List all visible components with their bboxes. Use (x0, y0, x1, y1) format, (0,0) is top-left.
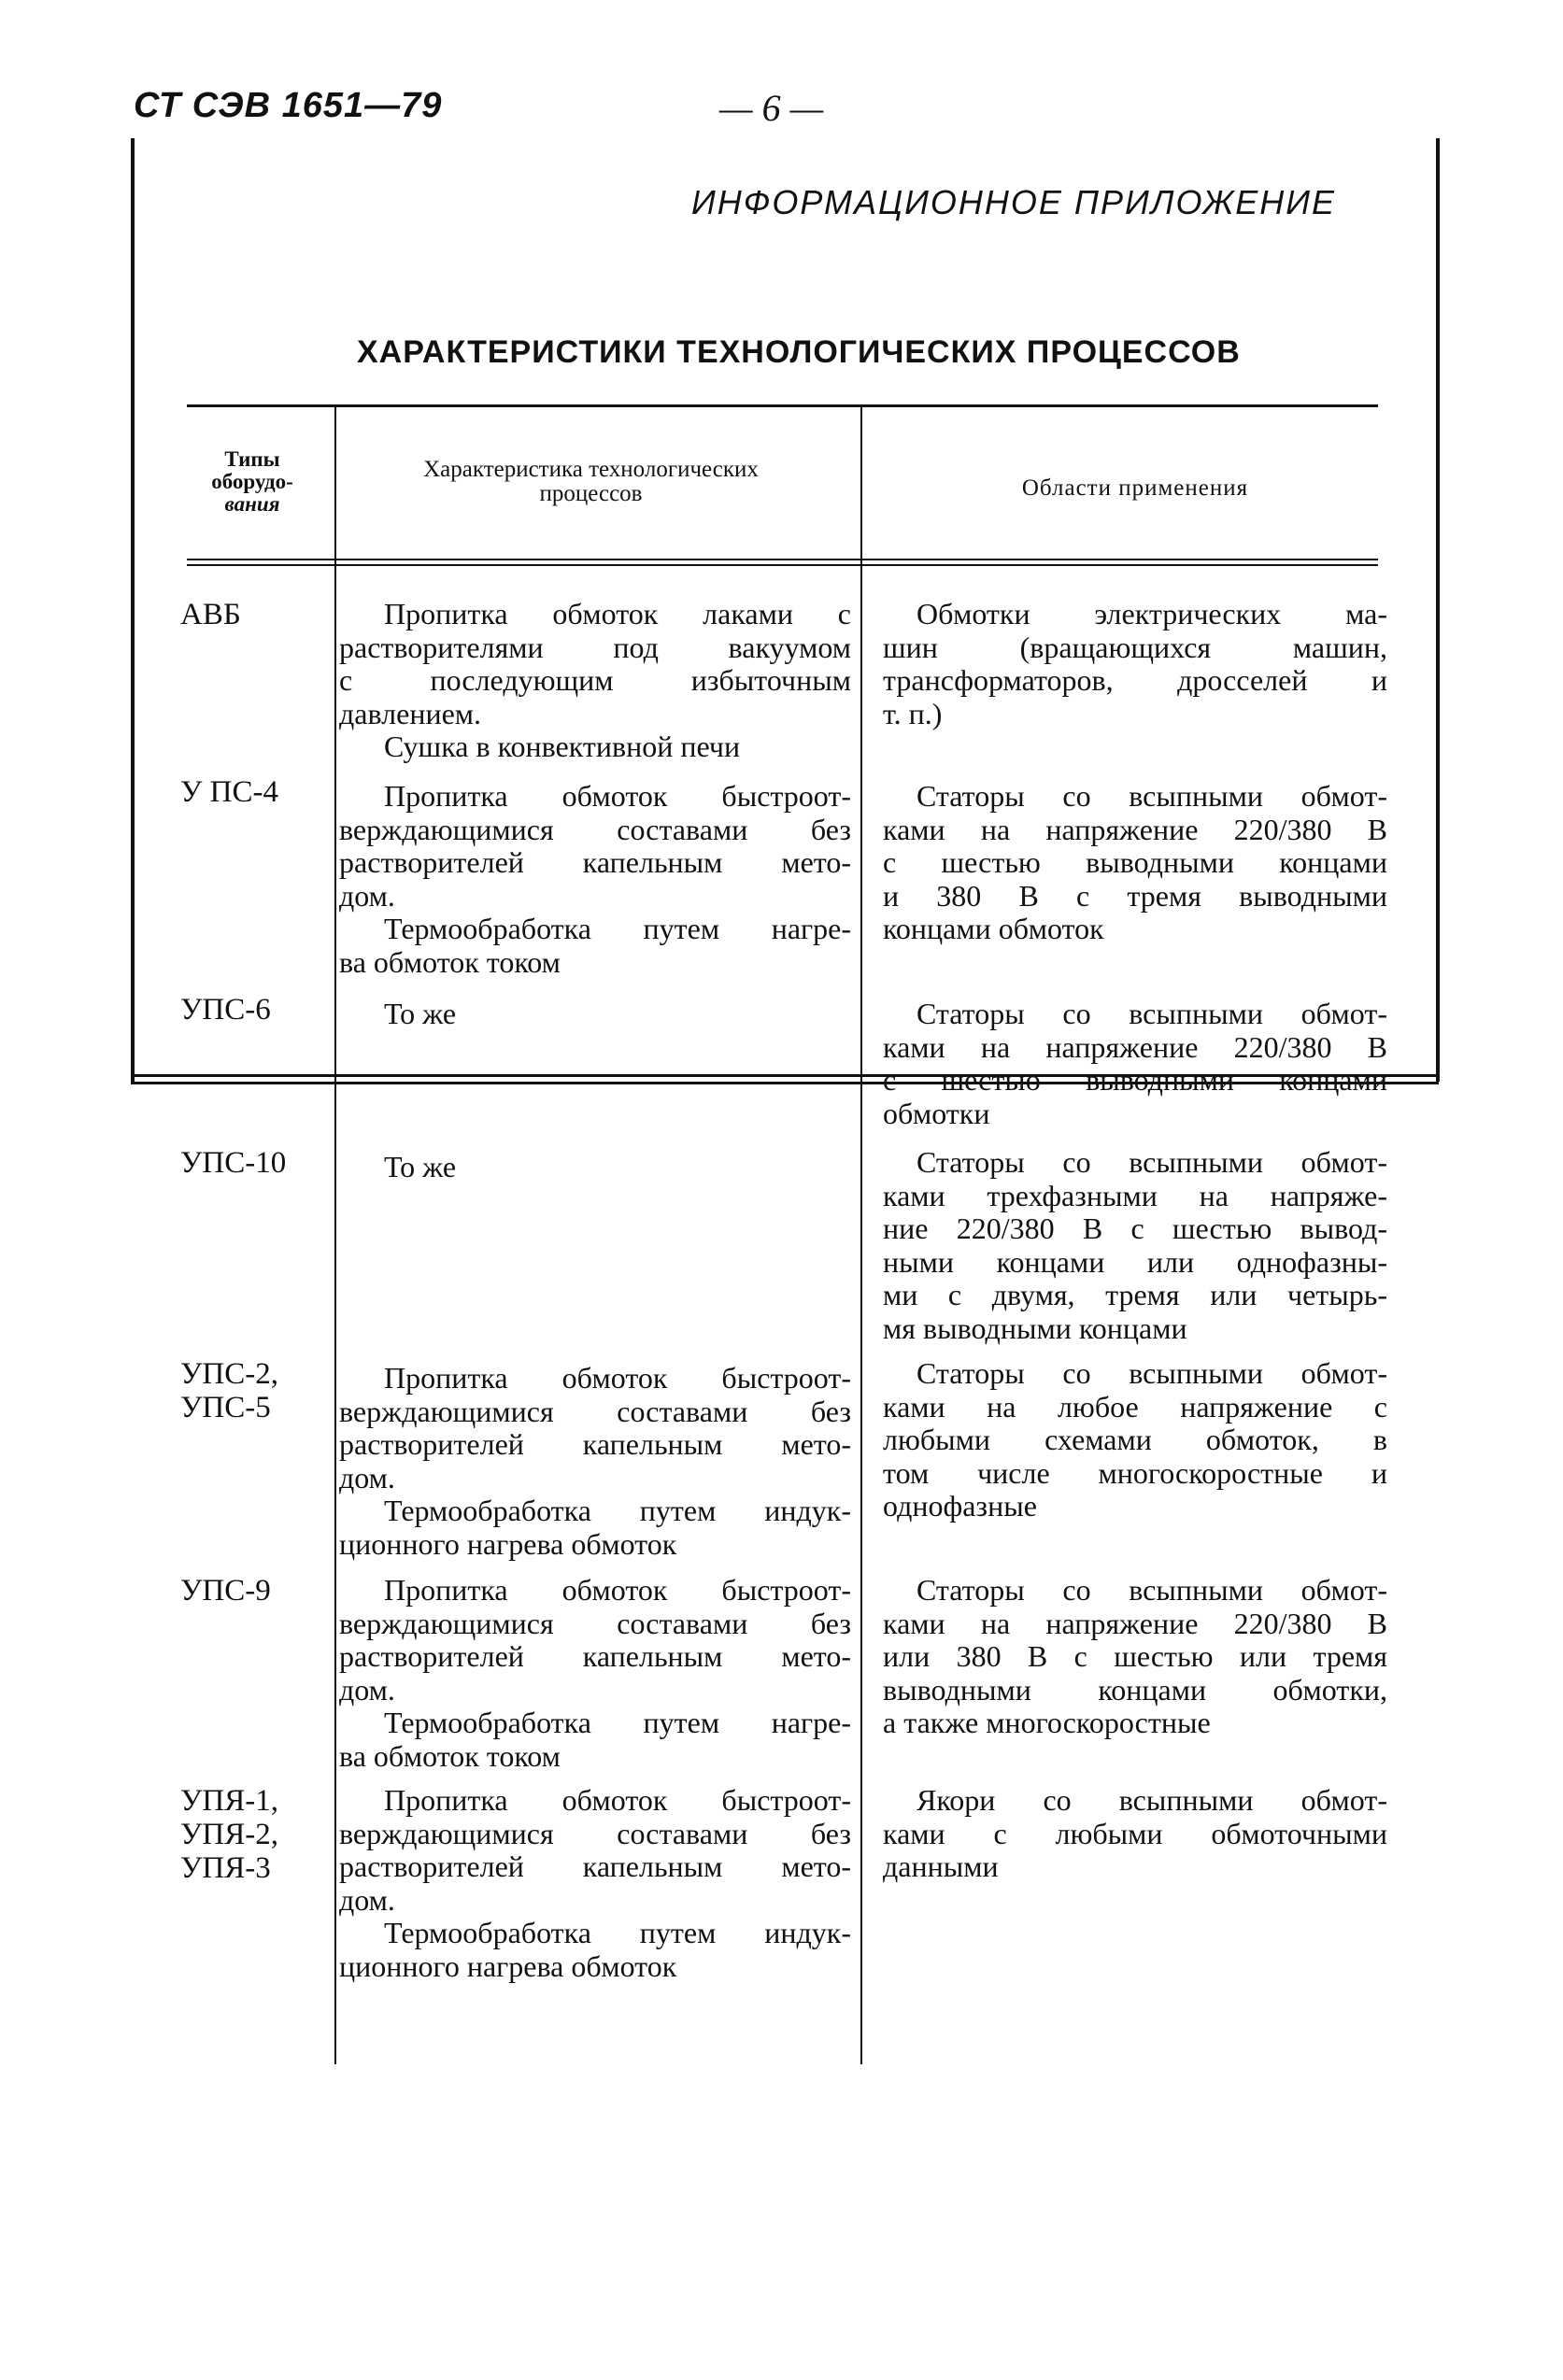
application-area-cell (883, 780, 1387, 946)
equipment-type-cell-line: АВБ (180, 598, 241, 631)
appendix-title: ИНФОРМАЦИОННОЕ ПРИЛОЖЕНИЕ (691, 183, 1337, 221)
process-description-cell-line: растворителей капельным мето- (339, 1639, 851, 1673)
equipment-type-cell (180, 1146, 286, 1180)
application-area-cell-line: Статоры со всыпными обмот- (916, 1145, 1387, 1179)
process-description-cell (339, 1362, 851, 1561)
application-area-cell-line: любыми схемами обмоток, в (883, 1423, 1387, 1456)
equipment-type-cell-line: УПС-5 (180, 1391, 271, 1424)
process-description-cell-line: Термообработка путем индук- (384, 1494, 851, 1527)
header-line: Характеристика технологических (423, 457, 759, 482)
process-description-cell-line: растворителей капельным мето- (339, 845, 851, 879)
equipment-type-cell (180, 598, 241, 631)
application-area-cell-line: Обмотки электрических ма- (916, 597, 1387, 630)
header-line: вания (224, 492, 280, 517)
page-number: — 6 — (719, 87, 824, 129)
table-header-rule (187, 559, 1378, 560)
application-area-cell (883, 1357, 1387, 1523)
process-description-cell-line: ционного нагрева обмоток (339, 1526, 677, 1561)
equipment-type-cell (180, 1357, 278, 1424)
application-area-cell-line: ками на напряжение 220/380 В (883, 1606, 1387, 1640)
process-description-cell (339, 598, 851, 764)
equipment-type-cell-line: УПС-9 (180, 1574, 271, 1608)
process-description-cell-line: Термообработка путем индук- (384, 1916, 851, 1949)
application-area-cell-line: Статоры со всыпными обмот- (916, 779, 1387, 813)
application-area-cell-line: с шестью выводными концами (883, 1063, 1387, 1097)
application-area-cell-line: мя выводными концами (883, 1310, 1187, 1345)
process-description-cell-line: То же (384, 997, 457, 1030)
application-area-cell-line: т. п.) (883, 696, 943, 730)
application-area-cell (883, 598, 1387, 730)
equipment-type-cell-line: УПС-10 (180, 1146, 287, 1180)
application-area-cell (883, 1784, 1387, 1884)
application-area-cell-line: или 380 В с шестью или тремя (883, 1639, 1387, 1673)
process-description-cell (339, 780, 851, 979)
column-header-equipment-type (187, 448, 318, 516)
equipment-type-cell-line: УПЯ-1, (180, 1784, 278, 1818)
table-header-rule-2 (187, 564, 1378, 566)
process-description-cell-line: Пропитка обмоток быстроот- (384, 1573, 851, 1607)
application-area-cell-line: ками на напряжение 220/380 В (883, 812, 1387, 846)
process-description-cell-line: растворителей капельным мето- (339, 1849, 851, 1883)
application-area-cell-line: ками на напряжение 220/380 В (883, 1029, 1387, 1064)
process-description-cell-line: Пропитка обмоток быстроот- (384, 779, 851, 813)
process-description-cell-line: Сушка в конвективной печи (384, 730, 741, 763)
application-area-cell-line: данными (883, 1849, 999, 1883)
application-area-cell-line: том числе многоскоростные и (883, 1455, 1387, 1490)
equipment-type-cell (180, 775, 278, 809)
application-area-cell-line: ние 220/380 В с шестью вывод- (883, 1211, 1387, 1245)
process-description-cell-line: верждающимися составами без (339, 812, 851, 846)
equipment-type-cell-line: УПЯ-2, (180, 1818, 278, 1851)
process-description-cell-line: давлением. (339, 696, 482, 730)
application-area-cell-line: однофазные (883, 1489, 1037, 1523)
application-area-cell-line: ными концами или однофазны- (883, 1244, 1387, 1279)
process-description-cell-line: ва обмоток током (339, 1738, 561, 1773)
application-area-cell-line: Статоры со всыпными обмот- (916, 1356, 1387, 1390)
application-area-cell-line: обмотки (883, 1096, 990, 1130)
header-line: Типы (224, 447, 280, 471)
process-description-cell-line: Пропитка обмоток быстроот- (384, 1361, 851, 1395)
header-line: оборудо- (211, 470, 293, 494)
process-description-cell-line: растворителей капельным мето- (339, 1427, 851, 1461)
table-title: ХАРАКТЕРИСТИКИ ТЕХНОЛОГИЧЕСКИХ ПРОЦЕССОВ (357, 334, 1241, 370)
process-description-cell (339, 1151, 851, 1184)
process-description-cell-line: верждающимися составами без (339, 1394, 851, 1428)
process-description-cell-line: Пропитка обмоток лаками с (384, 597, 851, 630)
equipment-type-cell-line: УПС-2, (180, 1357, 278, 1391)
process-description-cell (339, 1784, 851, 1983)
process-description-cell-line: с последующим избыточным (339, 663, 851, 697)
application-area-cell-line: ками на любое напряжение с (883, 1389, 1387, 1424)
process-description-cell-line: верждающимися составами без (339, 1816, 851, 1850)
application-area-cell-line: а также многоскоростные (883, 1706, 1211, 1739)
application-area-cell (883, 998, 1387, 1130)
column-divider-2 (860, 406, 862, 2064)
application-area-cell-line: ками с любыми обмоточными (883, 1816, 1387, 1850)
equipment-type-cell-line: УПЯ-3 (180, 1851, 271, 1885)
application-area-cell-line: Якори со всыпными обмот- (916, 1783, 1387, 1817)
process-description-cell-line: Пропитка обмоток быстроот- (384, 1783, 851, 1817)
application-area-cell-line: Статоры со всыпными обмот- (916, 1573, 1387, 1607)
equipment-type-cell (180, 1574, 271, 1608)
process-description-cell-line: дом. (339, 1882, 395, 1917)
application-area-cell-line: шин (вращающихся машин, (883, 630, 1387, 664)
equipment-type-cell (180, 993, 271, 1027)
process-description-cell-line: дом. (339, 1672, 395, 1707)
process-description-cell-line: дом. (339, 1460, 395, 1495)
equipment-type-cell (180, 1784, 278, 1885)
document-code: СТ СЭВ 1651—79 (134, 86, 443, 125)
application-area-cell-line: ками трехфазными на напряже- (883, 1178, 1387, 1212)
process-description-cell (339, 1574, 851, 1773)
process-description-cell-line: ва обмоток током (339, 944, 561, 979)
application-area-cell-line: концами обмоток (883, 912, 1104, 945)
table-top-rule (187, 404, 1378, 407)
process-description-cell-line: Термообработка путем нагре- (384, 912, 851, 945)
column-divider-1 (334, 406, 336, 2064)
application-area-cell-line: трансформаторов, дросселей и (883, 663, 1387, 697)
process-description-cell-line: ционного нагрева обмоток (339, 1948, 677, 1983)
column-header-application (874, 476, 1397, 501)
column-header-process (341, 458, 841, 507)
process-description-cell-line: дом. (339, 878, 395, 913)
process-description-cell-line: Термообработка путем нагре- (384, 1706, 851, 1739)
header-line: процессов (539, 481, 643, 507)
equipment-type-cell-line: У ПС-4 (180, 775, 278, 809)
equipment-type-cell-line: УПС-6 (180, 993, 271, 1027)
process-description-cell-line: растворителями под вакуумом (339, 630, 851, 664)
application-area-cell-line: ми с двумя, тремя или четырь- (883, 1278, 1387, 1311)
application-area-cell-line: с шестью выводными концами (883, 845, 1387, 879)
process-description-cell (339, 998, 851, 1031)
application-area-cell (883, 1146, 1387, 1345)
process-description-cell-line: верждающимися составами без (339, 1606, 851, 1640)
process-description-cell-line: То же (384, 1150, 457, 1183)
application-area-cell-line: и 380 В с тремя выводными (883, 878, 1387, 913)
application-area-cell-line: выводными концами обмотки, (883, 1672, 1387, 1707)
application-area-cell (883, 1574, 1387, 1740)
application-area-cell-line: Статоры со всыпными обмот- (916, 997, 1387, 1030)
header-line: Области применения (1021, 475, 1249, 501)
